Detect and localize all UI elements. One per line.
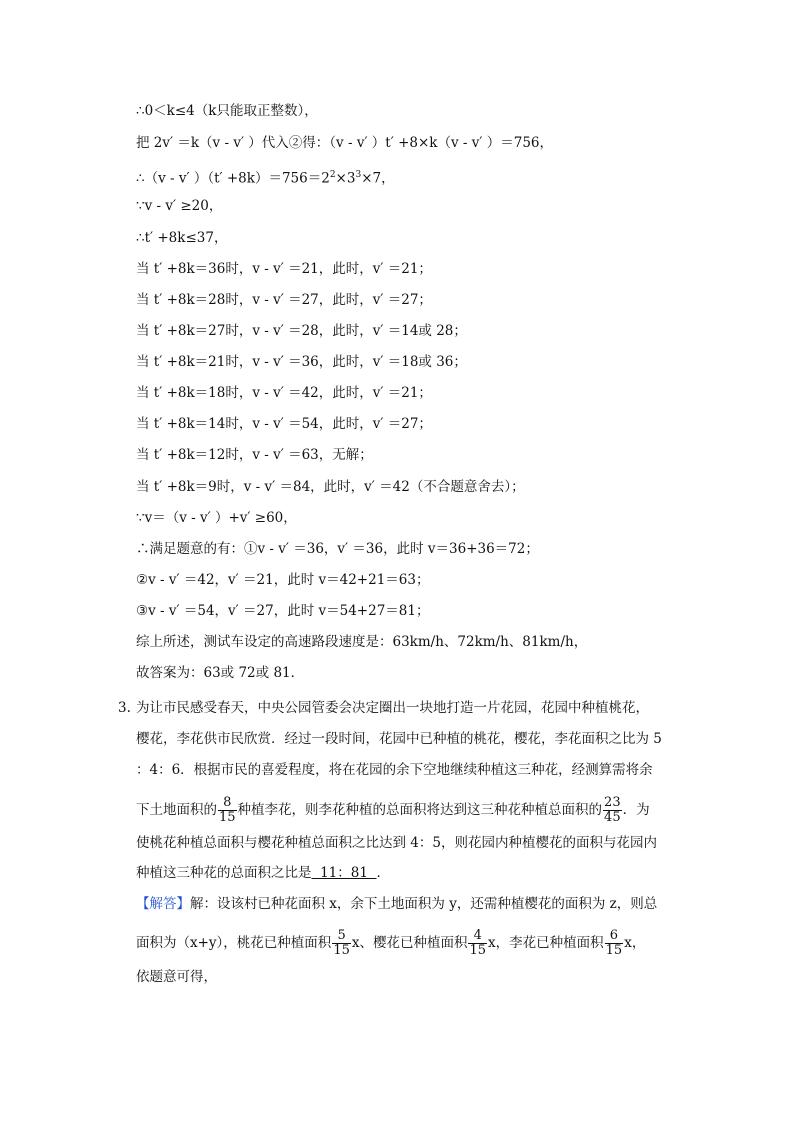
equation-text: ∴（v - v′ ）（t′ +8k）＝756＝2 (136, 170, 330, 187)
fraction-4-15 (468, 929, 487, 958)
question-text: ． (376, 865, 391, 881)
question-text: 下土地面积的 (136, 802, 217, 818)
equation-text: ×7， (361, 170, 395, 187)
answer-line-1 (136, 893, 657, 915)
solution-line-5: ∴t′ +8k≤37， (136, 230, 228, 246)
answer-text: 解：设该村已种花面积 x，余下土地面积为 y，还需种植樱花的面积为 z，则总 (190, 896, 658, 912)
fraction-numerator: 4 (468, 929, 487, 944)
answer-text: x、樱花已种植面积 (351, 935, 468, 951)
solution-line-15: ∴满足题意的有：①v - v′ ＝36，v′ ＝36，此时 v＝36+36＝72； (136, 541, 539, 557)
fraction-denominator: 15 (469, 943, 487, 958)
fraction-5-15 (332, 929, 351, 958)
exponent: 2 (329, 170, 336, 180)
question-text: 种植这三种花的总面积之比是 (136, 865, 312, 881)
fraction-denominator: 15 (333, 943, 350, 958)
solution-line-13: 当 t′ +8k＝9时，v - v′ ＝84，此时，v′ ＝42（不合题意舍去）； (136, 479, 525, 495)
answer-line-3: 依题意可得， (136, 969, 217, 985)
fraction-6-15 (605, 929, 624, 958)
fraction-numerator: 6 (605, 929, 624, 944)
answer-line-2 (136, 928, 645, 958)
fraction-denominator: 15 (219, 810, 236, 825)
question-text: ．为 (622, 802, 650, 818)
answer-text: x，李花已种植面积 (488, 935, 604, 951)
fraction-8-15 (218, 796, 237, 825)
solution-line-12: 当 t′ +8k＝12时，v - v′ ＝63，无解； (136, 447, 373, 463)
answer-text: 面积为（x+y），桃花已种植面积 (136, 935, 332, 951)
solution-line-11: 当 t′ +8k＝14时，v - v′ ＝54，此时，v′ ＝27； (136, 416, 432, 432)
fraction-23-45 (603, 796, 622, 825)
solution-line-18: 综上所述，测试车设定的高速路段速度是：63km/h、72km/h、81km/h， (136, 634, 588, 650)
fraction-numerator: 23 (604, 795, 621, 810)
question-line-2: 樱花，李花供市民欣赏．经过一段时间，花园中已种植的桃花，樱花，李花面积之比为 5 (136, 731, 662, 747)
question-line-5: 使桃花种植总面积与樱花种植总面积之比达到 4：5，则花园内种植樱花的面积与花园内 (136, 835, 657, 851)
solution-line-9: 当 t′ +8k＝21时，v - v′ ＝36，此时，v′ ＝18或 36； (136, 354, 467, 370)
answer-text: x， (624, 935, 646, 951)
solution-line-6: 当 t′ +8k＝36时，v - v′ ＝21，此时，v′ ＝21； (136, 261, 432, 277)
fraction-numerator: 8 (218, 796, 237, 811)
fraction-denominator: 45 (604, 810, 621, 825)
solution-line-8: 当 t′ +8k＝27时，v - v′ ＝28，此时，v′ ＝14或 28； (136, 323, 467, 339)
fraction-numerator: 5 (332, 929, 351, 944)
question-number: 3. (118, 700, 131, 716)
solution-line-19: 故答案为：63或 72或 81． (136, 665, 305, 681)
solution-line-16: ②v - v′ ＝42，v′ ＝21，此时 v＝42+21＝63； (136, 572, 430, 588)
solution-line-2: 把 2v′ ＝k（v - v′ ）代入②得：（v - v′ ）t′ +8×k（v - v′ ）＝756， (136, 135, 553, 151)
solution-line-3 (136, 164, 395, 186)
question-line-1: 为让市民感受春天，中央公园管委会决定圈出一块地打造一片花园，花园中种植桃花， (136, 700, 649, 716)
solution-line-7: 当 t′ +8k＝28时，v - v′ ＝27，此时，v′ ＝27； (136, 292, 432, 308)
solution-line-1: ∴0＜k≤4（k只能取正整数）， (136, 103, 318, 119)
question-text: 种植李花，则李花种植的总面积将达到这三种花种植总面积的 (237, 802, 603, 818)
question-line-3: ：4：6．根据市民的喜爱程度，将在花园的余下空地继续种植这三种花，经测算需将余 (136, 762, 653, 778)
equation-text: ×3 (335, 170, 356, 187)
exponent: 3 (355, 170, 362, 180)
solution-line-4: ∵v - v′ ≥20， (136, 198, 223, 214)
solution-line-14: ∵v＝（v - v′ ）+v′ ≥60， (136, 510, 297, 526)
question-line-4 (136, 795, 650, 825)
fraction-denominator: 15 (605, 943, 623, 958)
answer-blank: 11：81 (311, 865, 377, 881)
solution-line-17: ③v - v′ ＝54，v′ ＝27，此时 v＝54+27＝81； (136, 603, 430, 619)
solution-line-10: 当 t′ +8k＝18时，v - v′ ＝42，此时，v′ ＝21； (136, 385, 432, 401)
question-line-6 (136, 862, 390, 884)
answer-tag: 【解答】 (136, 896, 190, 912)
